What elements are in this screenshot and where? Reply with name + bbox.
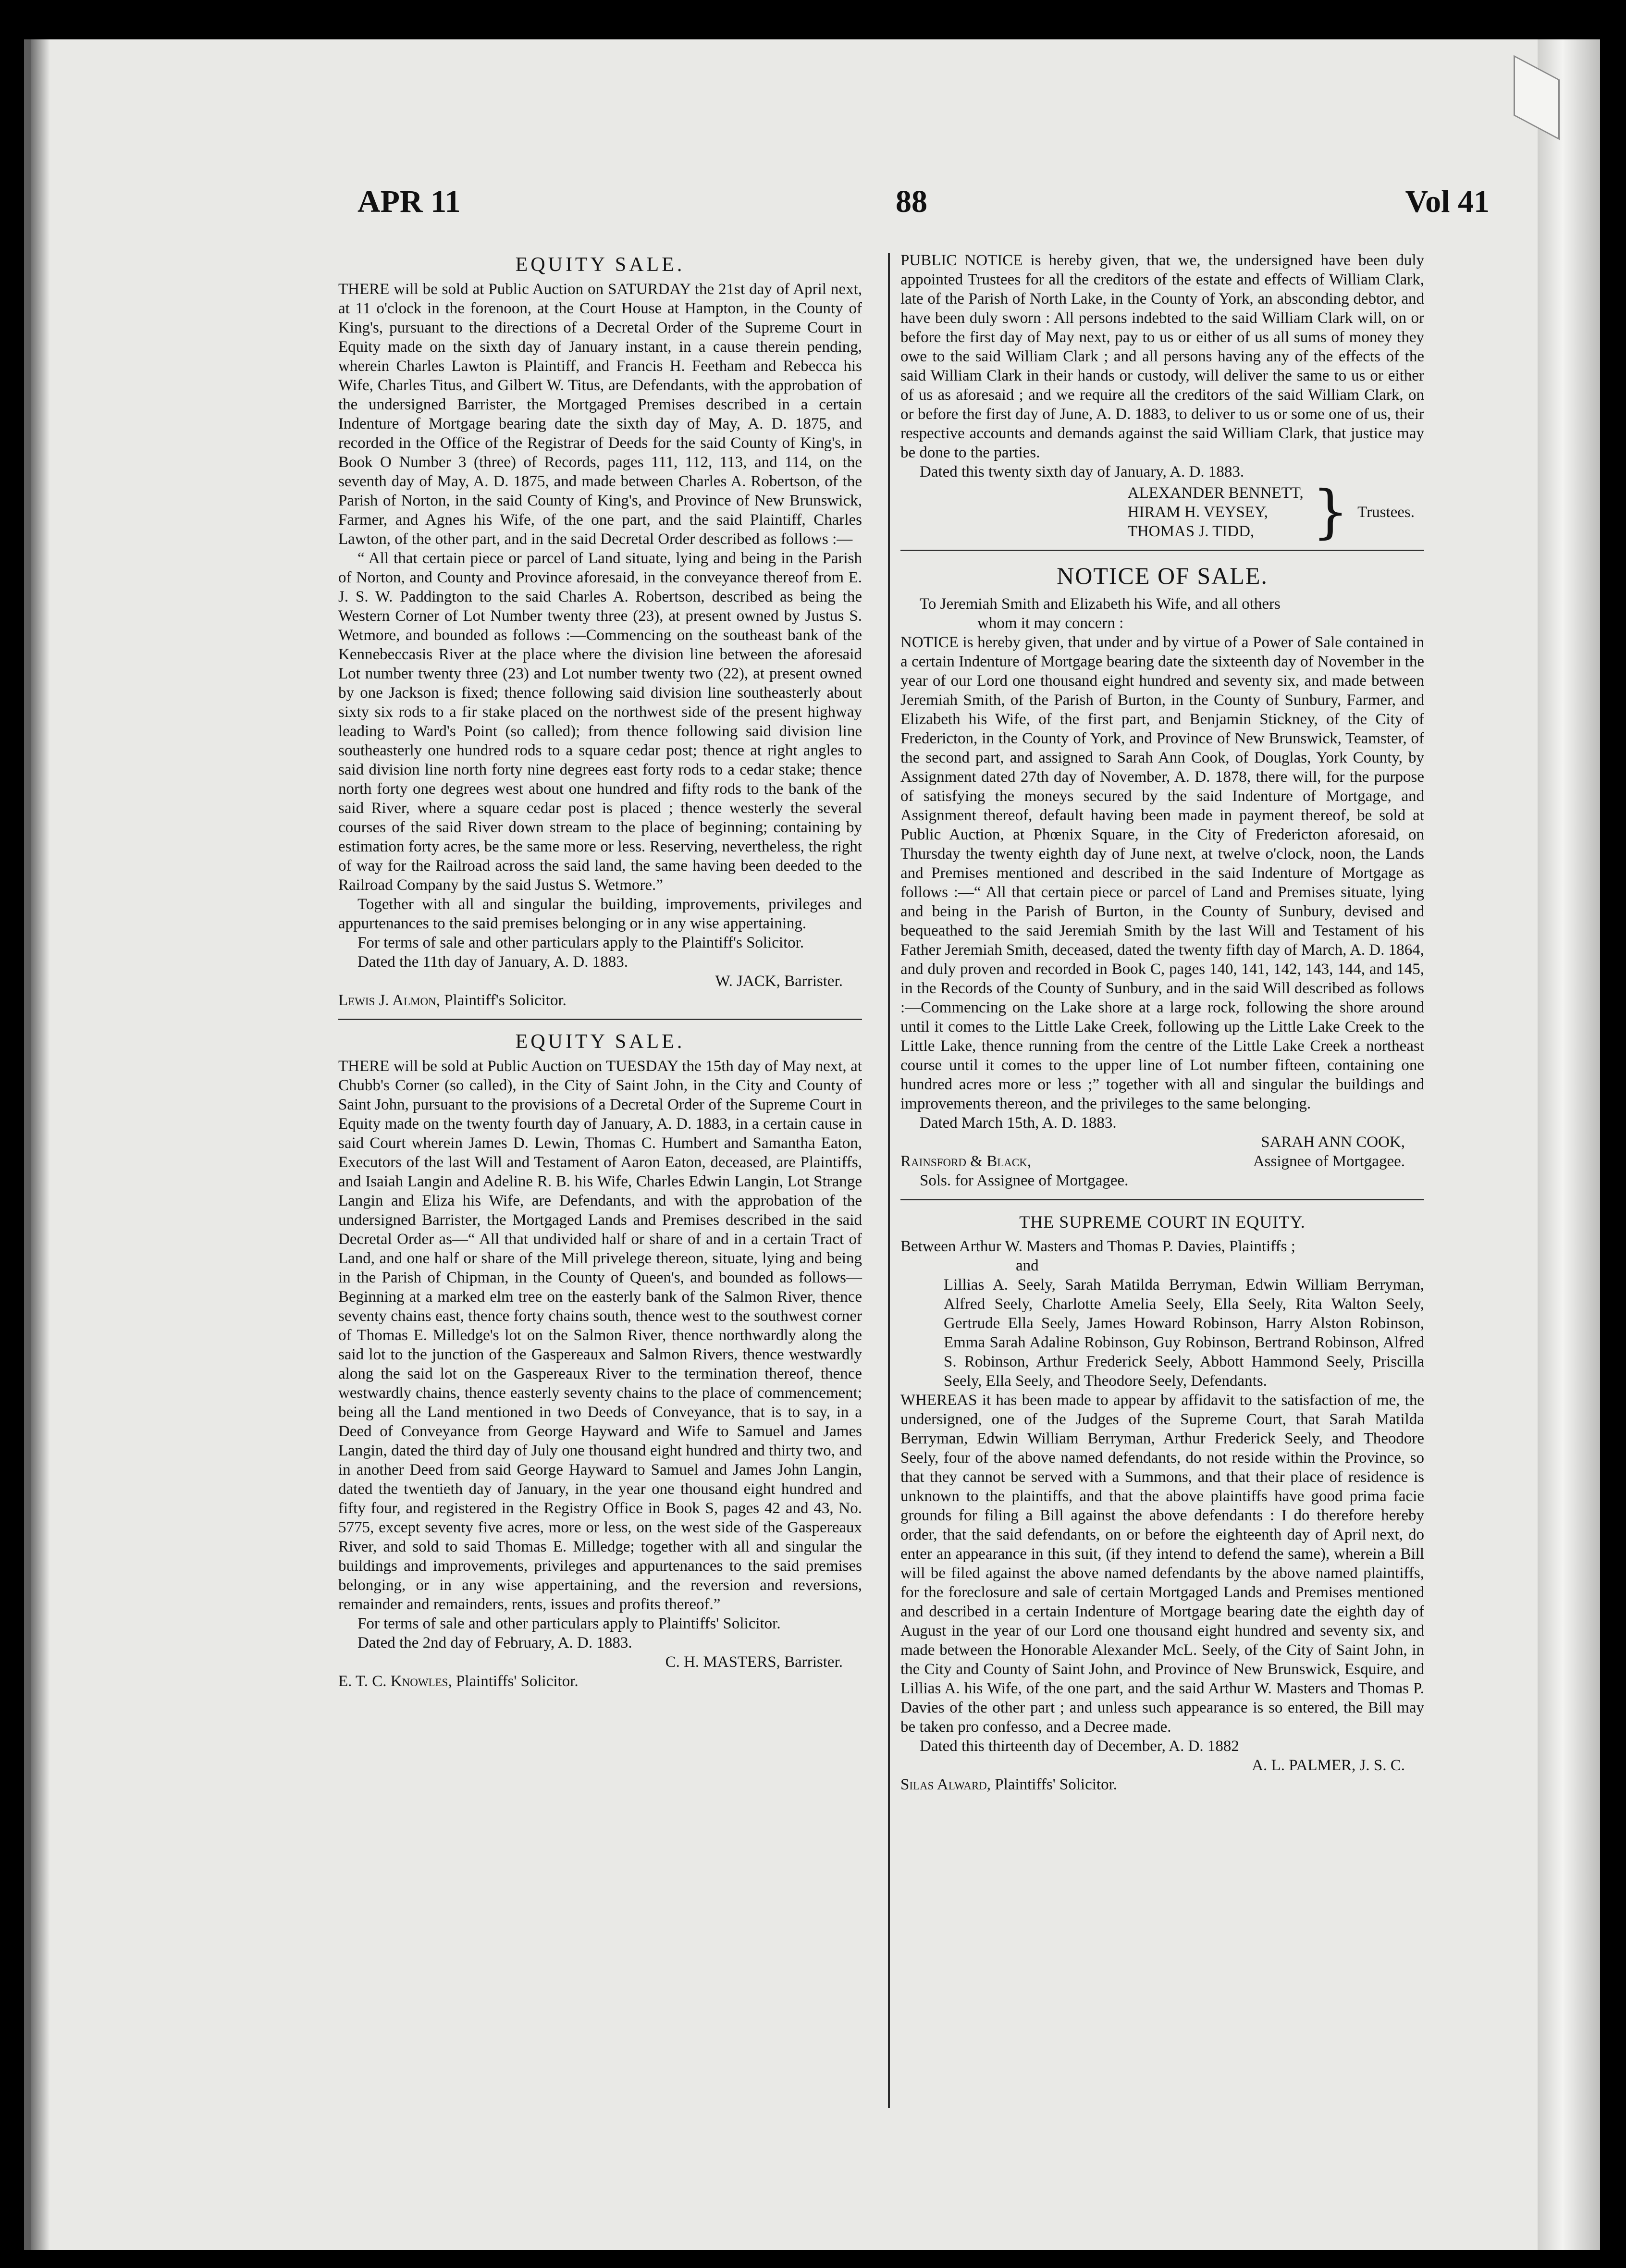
notice-title: THE SUPREME COURT IN EQUITY. <box>1019 1212 1306 1232</box>
notice-paragraph: NOTICE is hereby given, that under and by virtue of a Power of Sale contained in a certain Indenture of Mortgage bearing date the sixteenth day of November in the year of our Lord one thousand eight hundred and seventy six, and made between Jeremiah Smith, of the Parish of Burton, in the County of Sunbury, Farmer, and Elizabeth his Wife, of the first part, and Benjamin Stickney, of the City of Fredericton, in the County of York, and Province of New Brunswick, Teamster, of the second part, and assigned to Sarah Ann Cook, of Douglas, York County, by Assignment dated 27th day of November, A. D. 1878, there will, for the purpose of satisfying the moneys secured by the said Indenture of Mortgage, and Assignment thereof, default having been made in payment thereof, be sold at Public Auction, at Phœnix Square, in the City of Fredericton aforesaid, on Thursday the twenty eighth day of June next, at twelve o'clock, noon, the Lands and Premises mentioned and described in the said Indenture of Mortgage as follows :—“ All that certain piece or parcel of Land and Premises situate, lying and being in the Parish of Burton, in the County of Sunbury, devised and bequeathed to the said Jeremiah Smith by the last Will and Testament of his Father Jeremiah Smith, deceased, dated the twenty fifth day of March, A. D. 1864, and duly proven and recorded in Book C, pages 140, 141, 142, 143, 144, and 145, in the Records of the County of Sunbury, and in the said Will described as follows :—Commencing on the Lake shore at a large rock, following the shore around until it comes to the Little Lake Creek, following up the Little Lake Creek to the Little Lake, thence running from the centre of the Little Lake Creek a northeast course until it comes to the upper line of Lot number fifteen, containing one hundred acres more or less ;” together with all and singular the buildings and improvements thereon, and the privileges to the same belonging. <box>900 634 1424 1112</box>
left-column <box>338 251 862 1691</box>
right-column <box>900 251 1424 1794</box>
notice-divider <box>900 1199 1424 1200</box>
notice-address: To Jeremiah Smith and Elizabeth his Wife, and all others <box>920 595 1281 613</box>
public-notice-trustees <box>900 251 1424 545</box>
solicitor-line: Sols. for Assignee of Mortgagee. <box>920 1172 1129 1189</box>
notice-paragraph: “ All that certain piece or parcel of Land situate, lying and being in the Parish of Norton, and County and Province aforesaid, in the conveyance thereof from E. J. S. W. Paddington to the said Charles A. Robertson, described as being the Western Corner of Lot Number twenty three (23), at present owned by Justus S. Wetmore, and bounded as follows :—Commencing on the southeast bank of the Kennebeccasis River at the place where the division line between the aforesaid Lot number twenty three (23) and Lot number twenty two (22), at present owned by one Jackson is fixed; thence following said division line southeasterly about sixty six rods to a fir stake placed on the northwest side of the present highway leading to Ward's Point (so called); from thence following said division line southeasterly one hundred rods to a square cedar post; thence at right angles to said division line north forty nine degrees east forty rods to a cedar stake; thence north forty one degrees west about one hundred and fifty rods to the bank of the said River, where a square cedar post is placed ; thence westerly the several courses of the said River down stream to the place of beginning; containing by estimation forty acres, be the same more or less. Reserving, nevertheless, the right of way for the Railroad across the said land, the same having been deeded to the Railroad Company by the said Justus S. Wetmore.” <box>338 550 862 894</box>
notice-signer: A. L. PALMER, J. S. C. <box>1252 1757 1405 1774</box>
notice-date: Dated this thirteenth day of December, A. D. 1882 <box>920 1738 1239 1755</box>
parties-and: and <box>1016 1257 1039 1274</box>
notice-date: Dated this twenty sixth day of January, A. D. 1883. <box>920 463 1244 481</box>
solicitor-name: Lewis J. Almon <box>338 992 436 1009</box>
notice-divider <box>338 1019 862 1020</box>
solicitor-role: , Plaintiffs' Solicitor. <box>448 1673 579 1690</box>
notice-address: whom it may concern : <box>977 615 1124 632</box>
notice-paragraph: THERE will be sold at Public Auction on SATURDAY the 21st day of April next, at 11 o'clock in the forenoon, at the Court House at Hampton, in the County of King's, pursuant to the directions of a Decretal Order of the Supreme Court in Equity made on the sixth day of January instant, in a cause therein pending, wherein Charles Lawton is Plaintiff, and Francis H. Feetham and Rebecca his Wife, Charles Titus, and Gilbert W. Titus, are Defendants, with the approbation of the undersigned Barrister, the Mortgaged Premises described in a certain Indenture of Mortgage bearing date the sixth day of May, A. D. 1875, and recorded in the Office of the Registrar of Deeds for the said County of King's, in Book O Number 3 (three) of Records, pages 111, 112, 113, and 114, on the seventh day of May, A. D. 1875, and made between Charles A. Robertson, of the Parish of Norton, in the said County of King's, and Province of New Brunswick, Farmer, and Agnes his Wife, of the one part, and the said Plaintiff, Charles Lawton, of the other part, and in the said Decretal Order described as follows :— <box>338 281 862 548</box>
notice-paragraph: For terms of sale and other particulars apply to Plaintiffs' Solicitor. <box>357 1615 781 1632</box>
equity-sale-notice-1 <box>338 254 862 1010</box>
notice-paragraph: WHEREAS it has been made to appear by affidavit to the satisfaction of me, the undersigned, one of the Judges of the Supreme Court, that Sarah Matilda Berryman, Edwin William Berryman, Arthur Frederick Seely, and Theodore Seely, four of the above named defendants, do not reside within the Province, so that they cannot be served with a Summons, and that their place of residence is unknown to the plaintiffs, and that the above plaintiffs have good prima facie grounds for filing a Bill against the above defendants : I do therefore hereby order, that the said defendants, on or before the eighteenth day of April next, do enter an appearance in this suit, (if they intend to defend the same), wherein a Bill will be filed against the above named defendants by the above named plaintiffs, for the foreclosure and sale of certain Mortgaged Lands and Premises mentioned and described in a certain Indenture of Mortgage bearing date the eighth day of August in the year of our Lord one thousand eight hundred and seventy six, and made between the Honorable Alexander McL. Seely, of the City of Saint John, in the City and County of Saint John, and Province of New Brunswick, Esquire, and Lillias A. his Wife, of the one part, and the said Arthur W. Masters and Thomas P. Davies of the other part ; and unless such appearance is so entered, the Bill may be taken pro confesso, and a Decree made. <box>900 1392 1424 1736</box>
notice-solicitor <box>900 1775 1424 1794</box>
notice-title: EQUITY SALE. <box>515 1031 685 1053</box>
trustees-label: Trustees. <box>1357 504 1415 521</box>
notice-paragraph: For terms of sale and other particulars apply to the Plaintiff's Solicitor. <box>357 934 804 951</box>
page-number: 88 <box>896 184 927 219</box>
notice-solicitor <box>338 991 862 1010</box>
brace-glyph: } <box>1312 479 1349 545</box>
page-header <box>357 184 1490 236</box>
firm-line <box>900 1152 1424 1171</box>
trustee-name: ALEXANDER BENNETT, <box>1127 484 1304 502</box>
firm-name: Rainsford & Black, <box>900 1153 1032 1170</box>
page-edge <box>1538 39 1600 2250</box>
notice-signer: C. H. MASTERS, Barrister. <box>665 1653 843 1671</box>
parties-plaintiffs: Between Arthur W. Masters and Thomas P. Davies, Plaintiffs ; <box>900 1238 1295 1255</box>
notice-title: EQUITY SALE. <box>515 254 685 276</box>
solicitor-name: Silas Alward <box>900 1776 987 1793</box>
notice-divider <box>900 550 1424 551</box>
newspaper-page <box>24 39 1538 2250</box>
trustee-name: HIRAM H. VEYSEY, <box>1127 504 1268 521</box>
column-divider <box>888 253 890 2108</box>
notice-title: NOTICE OF SALE. <box>1057 562 1268 589</box>
notice-signer: SARAH ANN COOK, <box>1261 1134 1405 1151</box>
parties-defendants: Lillias A. Seely, Sarah Matilda Berryman, Edwin William Berryman, Alfred Seely, Charlotte Amelia Seely, Ella Seely, Rita Walton Seely, Gertrude Ella Seely, James Howard Robinson, Harry Alston Robinson, Emma Sarah Adaline Robinson, Guy Robinson, Bertrand Robinson, Alfred S. Robinson, Arthur Frederick Seely, Abbott Hammond Seely, Priscilla Seely, Ella Seely, and Theodore Seely, Defendants. <box>944 1276 1424 1390</box>
notice-paragraph: Together with all and singular the building, improvements, privileges and appurtenances to the said premises belonging or in any wise appertaining. <box>338 896 862 932</box>
signer-role: Assignee of Mortgagee. <box>1253 1153 1405 1170</box>
volume-number: Vol 41 <box>1405 184 1490 219</box>
notice-solicitor <box>338 1672 862 1691</box>
notice-paragraph: PUBLIC NOTICE is hereby given, that we, the undersigned have been duly appointed Trustees for all the creditors of the estate and effects of William Clark, late of the Parish of North Lake, in the County of York, an absconding debtor, and have been duly sworn : All persons indebted to the said William Clark will, on or before the first day of May next, pay to us or either of us all sums of money they owe to the said William Clark ; and all persons having any of the effects of the said William Clark in their hands or custody, will deliver the same to us or either of us as aforesaid ; and we require all the creditors of the said William Clark, on or before the first day of June, A. D. 1883, to deliver to us or some one of us, their respective accounts and demands against the said William Clark, that justice may be done to the parties. <box>900 252 1424 461</box>
notice-paragraph: THERE will be sold at Public Auction on TUESDAY the 15th day of May next, at Chubb's Corner (so called), in the City of Saint John, in the City and County of Saint John, pursuant to the provisions of a Decretal Order of the Supreme Court in Equity made on the twenty fourth day of January, A. D. 1883, in a certain cause in said Court wherein James D. Lewin, Thomas C. Humbert and Samantha Eaton, Executors of the last Will and Testament of Aaron Eaton, deceased, are Plaintiffs, and Isaiah Langin and Adeline R. B. his Wife, Charles Edwin Langin, Lot Strange Langin and Eliza his Wife, are Defendants, and with the approbation of the undersigned Barrister, the Mortgaged Lands and Premises described in the said Decretal Order as—“ All that undivided half or share of and in a certain Tract of Land, and one half or share of the Mill privelege thereon, situate, lying and being in the Parish of Chipman, in the County of Queen's, and bounded as follows—Beginning at a marked elm tree on the easterly bank of the Salmon River, thence seventy chains east, thence forty chains south, thence west to the southwest corner of Thomas E. Milledge's lot on the Salmon River, thence northwardly along the said lot to the junction of the Gaspereaux and Salmon Rivers, thence westwardly along the said lot on the Gaspereaux River to the termination thereof, thence westwardly chains, thence easterly seventy chains to the place of commencement; being all the Land mentioned in two Deeds of Conveyance, that is to say, in a Deed of Conveyance from George Hayward and Wife to Samuel and James Langin, dated the third day of July one thousand eight hundred and thirty two, and in another Deed from said George Hayward to Samuel and James John Langin, dated the twentieth day of January, in the year one thousand eight hundred and fifty four, and registered in the Registry Office in Book S, pages 42 and 43, No. 5775, except seventy five acres, more or less, on the west side of the Gaspereaux River, and sold to said Thomas E. Milledge; together with all and singular the buildings and improvements, privileges and appurtenances to the said premises belonging, or in any wise appertaining, and the reversion and reversions, remainder and remainders, rents, issues and profits thereof.” <box>338 1058 862 1613</box>
notice-date: Dated March 15th, A. D. 1883. <box>920 1114 1117 1132</box>
supreme-court-notice <box>900 1211 1424 1794</box>
solicitor-role: , Plaintiff's Solicitor. <box>436 992 567 1009</box>
notice-signer: W. JACK, Barrister. <box>715 973 843 990</box>
trustee-signatures <box>900 479 1424 545</box>
notice-date: Dated the 11th day of January, A. D. 1883. <box>357 953 628 971</box>
solicitor-role: , Plaintiffs' Solicitor. <box>986 1776 1117 1793</box>
trustee-name: THOMAS J. TIDD, <box>1127 523 1255 540</box>
notice-date: Dated the 2nd day of February, A. D. 1883. <box>357 1634 632 1652</box>
solicitor-name: E. T. C. Knowles <box>338 1673 448 1690</box>
notice-of-sale <box>900 562 1424 1190</box>
header-date: APR 11 <box>357 184 461 219</box>
equity-sale-notice-2 <box>338 1031 862 1691</box>
